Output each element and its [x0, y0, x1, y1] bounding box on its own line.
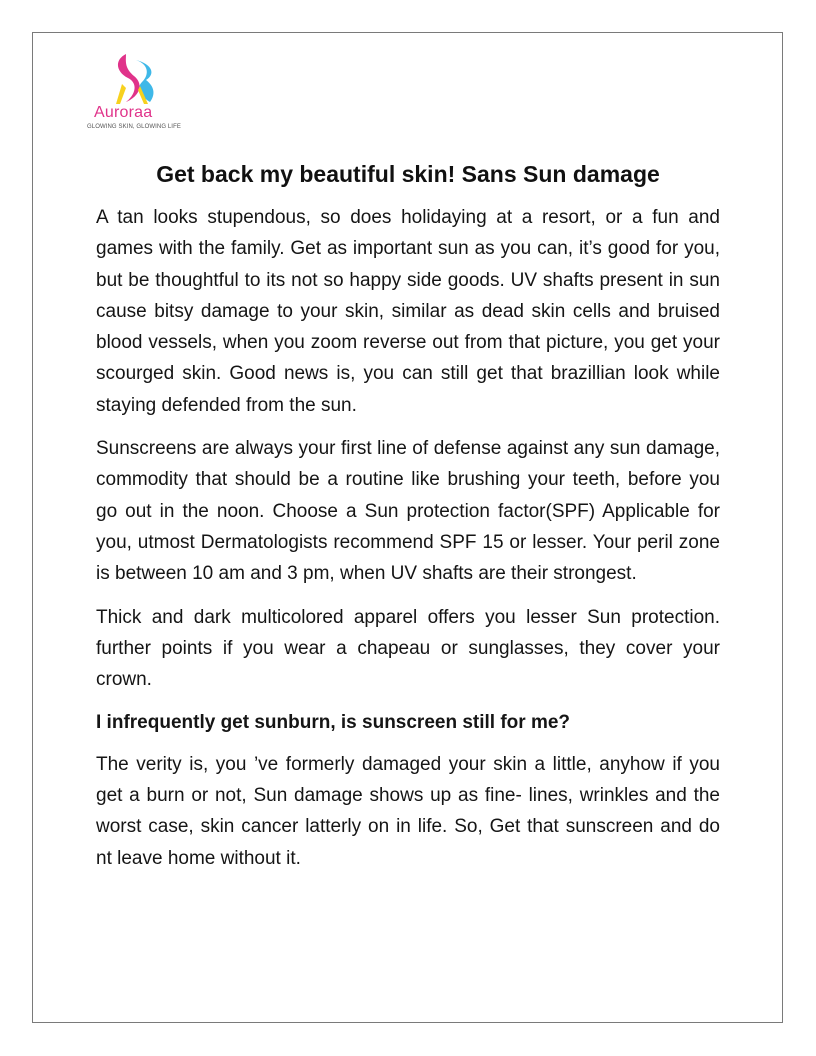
article-paragraph: The verity is, you ’ve formerly damaged your skin a little, anyhow if you get a burn or not, Sun damage shows up as fine- lines, wrinkles and the worst case, skin cancer latterly on in life. So, Get that sunscreen and do nt leave home without it. — [96, 753, 720, 869]
article-paragraph: Sunscreens are always your first line of defense against any sun damage, commodity that should be a routine like brushing your teeth, before you go out in the noon. Choose a Sun protection factor(SPF) Applicable for you, utmost Dermatologists recommend SPF 15 or lesser. Your peril zone is between 10 am and 3 pm, when UV shafts are their strongest. — [96, 438, 720, 585]
article-title: Get back my beautiful skin! Sans Sun damage — [156, 161, 660, 187]
article — [96, 158, 720, 886]
article-paragraph: Thick and dark multicolored apparel offers you lesser Sun protection. further points if you wear a chapeau or sunglasses, they cover your crown. — [96, 606, 720, 691]
brand-tagline: GLOWING SKIN, GLOWING LIFE — [87, 124, 181, 130]
brand-name: Auroraa — [94, 104, 153, 121]
article-subheading: I infrequently get sunburn, is sunscreen still for me? — [96, 712, 571, 734]
article-paragraph: A tan looks stupendous, so does holidaying at a resort, or a fun and games with the family. Get as important sun as you can, it’s good for you, but be thoughtful to its not so happy side goods. UV shafts present in sun cause bitsy damage to your skin, similar as dead skin cells and bruised blood vessels, when you zoom reverse out from that picture, you get your scourged skin. Good news is, you can still get that brazillian look while staying defended from the sun. — [96, 207, 720, 416]
